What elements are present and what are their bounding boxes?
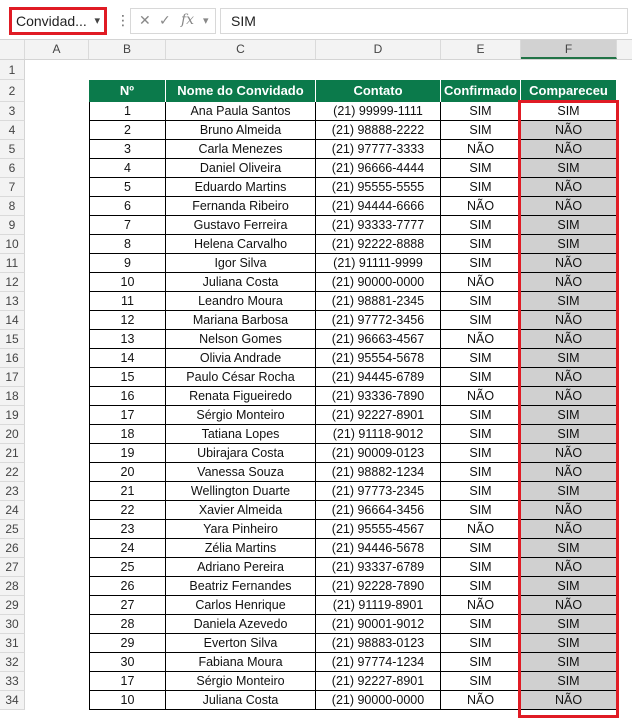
table-cell[interactable]: (21) 95555-5555 bbox=[316, 178, 441, 197]
table-cell[interactable]: Ubirajara Costa bbox=[166, 444, 316, 463]
column-header-f[interactable]: F bbox=[521, 40, 617, 59]
column-header-b[interactable]: B bbox=[89, 40, 166, 59]
table-cell[interactable]: Helena Carvalho bbox=[166, 235, 316, 254]
table-cell[interactable]: SIM bbox=[441, 254, 521, 273]
table-cell[interactable]: SIM bbox=[521, 672, 617, 691]
table-cell[interactable]: 18 bbox=[89, 425, 166, 444]
table-cell[interactable]: 10 bbox=[89, 273, 166, 292]
column-headers bbox=[0, 40, 632, 60]
row-header-23[interactable]: 23 bbox=[0, 482, 25, 501]
table-cell[interactable]: 19 bbox=[89, 444, 166, 463]
table-cell[interactable]: NÃO bbox=[441, 691, 521, 710]
formula-input[interactable]: SIM bbox=[220, 8, 628, 34]
formula-buttons bbox=[130, 8, 216, 34]
table-cell[interactable]: 8 bbox=[89, 235, 166, 254]
row-header-34[interactable]: 34 bbox=[0, 691, 25, 710]
table-cell[interactable]: Nelson Gomes bbox=[166, 330, 316, 349]
name-box-value: Convidad... bbox=[16, 13, 87, 29]
cancel-icon[interactable]: ✕ bbox=[139, 12, 151, 28]
table-header-cell[interactable]: Compareceu bbox=[521, 80, 617, 102]
table-cell[interactable]: (21) 91119-8901 bbox=[316, 596, 441, 615]
table-header-cell[interactable]: Contato bbox=[316, 80, 441, 102]
table-cell[interactable]: SIM bbox=[441, 216, 521, 235]
table-cell[interactable]: (21) 96663-4567 bbox=[316, 330, 441, 349]
table-cell[interactable]: Carlos Henrique bbox=[166, 596, 316, 615]
row-header-9[interactable]: 9 bbox=[0, 216, 25, 235]
table-cell[interactable]: NÃO bbox=[521, 691, 617, 710]
table-cell[interactable]: NÃO bbox=[521, 444, 617, 463]
table-cell[interactable]: 11 bbox=[89, 292, 166, 311]
row-header-31[interactable]: 31 bbox=[0, 634, 25, 653]
row-header-33[interactable]: 33 bbox=[0, 672, 25, 691]
chevron-down-icon[interactable]: ▾ bbox=[203, 15, 209, 27]
row-header-25[interactable]: 25 bbox=[0, 520, 25, 539]
table-cell[interactable]: NÃO bbox=[521, 387, 617, 406]
table-cell[interactable]: NÃO bbox=[521, 520, 617, 539]
table-cell[interactable]: NÃO bbox=[441, 273, 521, 292]
table-cell[interactable]: 17 bbox=[89, 672, 166, 691]
table-cell[interactable]: SIM bbox=[441, 482, 521, 501]
table-cell[interactable]: SIM bbox=[441, 615, 521, 634]
table-cell[interactable]: NÃO bbox=[441, 197, 521, 216]
table-cell[interactable]: 27 bbox=[89, 596, 166, 615]
table-cell[interactable]: NÃO bbox=[521, 501, 617, 520]
table-cell[interactable]: Sérgio Monteiro bbox=[166, 672, 316, 691]
table-cell[interactable]: 25 bbox=[89, 558, 166, 577]
row-header-13[interactable]: 13 bbox=[0, 292, 25, 311]
column-header-d[interactable]: D bbox=[316, 40, 441, 59]
table-header-cell[interactable]: Nome do Convidado bbox=[166, 80, 316, 102]
row-header-26[interactable]: 26 bbox=[0, 539, 25, 558]
table-cell[interactable]: SIM bbox=[441, 539, 521, 558]
table-cell[interactable]: Daniela Azevedo bbox=[166, 615, 316, 634]
table-cell[interactable]: SIM bbox=[441, 368, 521, 387]
table-header-cell[interactable]: Nº bbox=[89, 80, 166, 102]
table-cell[interactable]: Leandro Moura bbox=[166, 292, 316, 311]
table-cell[interactable]: SIM bbox=[441, 463, 521, 482]
table-cell[interactable]: SIM bbox=[521, 482, 617, 501]
table-cell[interactable]: 29 bbox=[89, 634, 166, 653]
table-cell[interactable]: (21) 94444-6666 bbox=[316, 197, 441, 216]
row-header-22[interactable]: 22 bbox=[0, 463, 25, 482]
table-cell[interactable]: NÃO bbox=[521, 311, 617, 330]
table-cell[interactable]: Vanessa Souza bbox=[166, 463, 316, 482]
row-header-19[interactable]: 19 bbox=[0, 406, 25, 425]
table-cell[interactable]: SIM bbox=[521, 425, 617, 444]
table-cell[interactable]: SIM bbox=[441, 235, 521, 254]
row-header-14[interactable]: 14 bbox=[0, 311, 25, 330]
table-cell[interactable]: Beatriz Fernandes bbox=[166, 577, 316, 596]
table-cell[interactable]: 3 bbox=[89, 140, 166, 159]
table-cell[interactable]: 14 bbox=[89, 349, 166, 368]
table-cell[interactable]: SIM bbox=[441, 178, 521, 197]
column-header-a[interactable]: A bbox=[25, 40, 89, 59]
table-cell[interactable]: SIM bbox=[521, 349, 617, 368]
table-cell[interactable]: NÃO bbox=[521, 463, 617, 482]
column-header-c[interactable]: C bbox=[166, 40, 316, 59]
table-cell[interactable]: (21) 92227-8901 bbox=[316, 672, 441, 691]
table-cell[interactable]: Adriano Pereira bbox=[166, 558, 316, 577]
table-cell[interactable]: SIM bbox=[441, 653, 521, 672]
insert-function-icon[interactable]: fx bbox=[181, 12, 195, 28]
row-header-27[interactable]: 27 bbox=[0, 558, 25, 577]
table-cell[interactable]: Fernanda Ribeiro bbox=[166, 197, 316, 216]
table-cell[interactable]: 1 bbox=[89, 102, 166, 121]
row-header-18[interactable]: 18 bbox=[0, 387, 25, 406]
table-cell[interactable]: 22 bbox=[89, 501, 166, 520]
table-cell[interactable]: SIM bbox=[521, 634, 617, 653]
table-cell[interactable]: NÃO bbox=[441, 387, 521, 406]
table-cell[interactable]: Olivia Andrade bbox=[166, 349, 316, 368]
table-cell[interactable]: (21) 92227-8901 bbox=[316, 406, 441, 425]
row-header-24[interactable]: 24 bbox=[0, 501, 25, 520]
table-cell[interactable]: Tatiana Lopes bbox=[166, 425, 316, 444]
table-cell[interactable]: Igor Silva bbox=[166, 254, 316, 273]
table-cell[interactable]: Zélia Martins bbox=[166, 539, 316, 558]
select-all-corner[interactable] bbox=[0, 40, 25, 59]
table-cell[interactable]: Eduardo Martins bbox=[166, 178, 316, 197]
table-cell[interactable]: 21 bbox=[89, 482, 166, 501]
table-cell[interactable]: 17 bbox=[89, 406, 166, 425]
table-cell[interactable]: NÃO bbox=[521, 596, 617, 615]
table-cell[interactable]: (21) 97777-3333 bbox=[316, 140, 441, 159]
table-cell[interactable]: Bruno Almeida bbox=[166, 121, 316, 140]
table-cell[interactable]: Carla Menezes bbox=[166, 140, 316, 159]
table-cell[interactable]: SIM bbox=[441, 311, 521, 330]
row-header-4[interactable]: 4 bbox=[0, 121, 25, 140]
table-cell[interactable]: SIM bbox=[441, 292, 521, 311]
table-cell[interactable]: NÃO bbox=[441, 140, 521, 159]
table-cell[interactable]: (21) 99999-1111 bbox=[316, 102, 441, 121]
table-cell[interactable]: (21) 97772-3456 bbox=[316, 311, 441, 330]
table-cell[interactable]: Everton Silva bbox=[166, 634, 316, 653]
table-cell[interactable]: SIM bbox=[441, 634, 521, 653]
table-cell[interactable]: (21) 97774-1234 bbox=[316, 653, 441, 672]
table-cell[interactable]: (21) 93337-6789 bbox=[316, 558, 441, 577]
row-header-28[interactable]: 28 bbox=[0, 577, 25, 596]
table-cell[interactable]: Ana Paula Santos bbox=[166, 102, 316, 121]
table-cell[interactable]: Mariana Barbosa bbox=[166, 311, 316, 330]
table-cell[interactable]: SIM bbox=[441, 444, 521, 463]
table-cell[interactable]: Wellington Duarte bbox=[166, 482, 316, 501]
table-cell[interactable]: (21) 93333-7777 bbox=[316, 216, 441, 235]
row-header-10[interactable]: 10 bbox=[0, 235, 25, 254]
table-cell[interactable]: SIM bbox=[521, 102, 617, 121]
table-cell[interactable]: SIM bbox=[441, 349, 521, 368]
table-cell[interactable]: SIM bbox=[441, 672, 521, 691]
table-cell[interactable]: (21) 93336-7890 bbox=[316, 387, 441, 406]
table-cell[interactable]: 24 bbox=[89, 539, 166, 558]
chevron-down-icon[interactable]: ▾ bbox=[94, 15, 100, 27]
table-cell[interactable]: 7 bbox=[89, 216, 166, 235]
table-cell[interactable]: Juliana Costa bbox=[166, 273, 316, 292]
table-cell[interactable]: SIM bbox=[441, 558, 521, 577]
table-cell[interactable]: Daniel Oliveira bbox=[166, 159, 316, 178]
table-cell[interactable]: (21) 97773-2345 bbox=[316, 482, 441, 501]
table-cell[interactable]: (21) 95554-5678 bbox=[316, 349, 441, 368]
table-cell[interactable]: (21) 96664-3456 bbox=[316, 501, 441, 520]
table-cell[interactable]: (21) 92222-8888 bbox=[316, 235, 441, 254]
table-cell[interactable]: (21) 90001-9012 bbox=[316, 615, 441, 634]
table-cell[interactable]: SIM bbox=[521, 159, 617, 178]
row-header-20[interactable]: 20 bbox=[0, 425, 25, 444]
table-cell[interactable]: NÃO bbox=[441, 596, 521, 615]
table-cell[interactable]: 23 bbox=[89, 520, 166, 539]
table-cell[interactable]: NÃO bbox=[521, 178, 617, 197]
table-cell[interactable]: NÃO bbox=[521, 254, 617, 273]
table-cell[interactable]: 26 bbox=[89, 577, 166, 596]
table-cell[interactable]: (21) 98881-2345 bbox=[316, 292, 441, 311]
table-cell[interactable]: (21) 96666-4444 bbox=[316, 159, 441, 178]
row-header-29[interactable]: 29 bbox=[0, 596, 25, 615]
table-cell[interactable]: SIM bbox=[441, 406, 521, 425]
row-header-16[interactable]: 16 bbox=[0, 349, 25, 368]
table-cell[interactable]: Gustavo Ferreira bbox=[166, 216, 316, 235]
table-cell[interactable]: NÃO bbox=[441, 330, 521, 349]
table-cell[interactable]: (21) 91118-9012 bbox=[316, 425, 441, 444]
row-header-1[interactable]: 1 bbox=[0, 60, 25, 80]
table-cell[interactable]: Xavier Almeida bbox=[166, 501, 316, 520]
table-cell[interactable]: 15 bbox=[89, 368, 166, 387]
column-header-e[interactable]: E bbox=[441, 40, 521, 59]
table-cell[interactable]: NÃO bbox=[521, 558, 617, 577]
row-header-7[interactable]: 7 bbox=[0, 178, 25, 197]
row-header-5[interactable]: 5 bbox=[0, 140, 25, 159]
name-box[interactable] bbox=[9, 7, 107, 35]
table-cell[interactable]: NÃO bbox=[521, 330, 617, 349]
table-cell[interactable]: SIM bbox=[521, 235, 617, 254]
table-cell[interactable]: NÃO bbox=[441, 520, 521, 539]
table-cell[interactable]: NÃO bbox=[521, 273, 617, 292]
row-header-30[interactable]: 30 bbox=[0, 615, 25, 634]
row-header-8[interactable]: 8 bbox=[0, 197, 25, 216]
table-cell[interactable]: (21) 98882-1234 bbox=[316, 463, 441, 482]
table-cell[interactable]: SIM bbox=[521, 539, 617, 558]
row-header-6[interactable]: 6 bbox=[0, 159, 25, 178]
table-cell[interactable]: 12 bbox=[89, 311, 166, 330]
table-cell[interactable]: SIM bbox=[521, 216, 617, 235]
row-header-17[interactable]: 17 bbox=[0, 368, 25, 387]
row-header-15[interactable]: 15 bbox=[0, 330, 25, 349]
table-cell[interactable]: SIM bbox=[441, 102, 521, 121]
row-header-3[interactable]: 3 bbox=[0, 102, 25, 121]
row-header-21[interactable]: 21 bbox=[0, 444, 25, 463]
table-cell[interactable]: 2 bbox=[89, 121, 166, 140]
table-header-cell[interactable]: Confirmado bbox=[441, 80, 521, 102]
formula-bar bbox=[0, 0, 632, 40]
table-cell[interactable]: 16 bbox=[89, 387, 166, 406]
table-cell[interactable]: 13 bbox=[89, 330, 166, 349]
table-cell[interactable]: SIM bbox=[441, 159, 521, 178]
table-cell[interactable]: SIM bbox=[441, 577, 521, 596]
table-cell[interactable]: 6 bbox=[89, 197, 166, 216]
table-cell[interactable]: (21) 91111-9999 bbox=[316, 254, 441, 273]
table-cell[interactable]: NÃO bbox=[521, 197, 617, 216]
table-cell[interactable]: SIM bbox=[521, 406, 617, 425]
table-cell[interactable]: (21) 90009-0123 bbox=[316, 444, 441, 463]
table-cell[interactable]: 28 bbox=[89, 615, 166, 634]
table-cell[interactable]: SIM bbox=[441, 121, 521, 140]
table-cell[interactable]: NÃO bbox=[521, 140, 617, 159]
table-cell[interactable]: Sérgio Monteiro bbox=[166, 406, 316, 425]
table-cell[interactable]: SIM bbox=[521, 615, 617, 634]
table-cell[interactable]: 9 bbox=[89, 254, 166, 273]
table-cell[interactable]: (21) 98888-2222 bbox=[316, 121, 441, 140]
table-cell[interactable]: 20 bbox=[89, 463, 166, 482]
table-cell[interactable]: SIM bbox=[441, 501, 521, 520]
table-cell[interactable]: (21) 94445-6789 bbox=[316, 368, 441, 387]
table-cell[interactable]: 30 bbox=[89, 653, 166, 672]
row-header-12[interactable]: 12 bbox=[0, 273, 25, 292]
row-header-11[interactable]: 11 bbox=[0, 254, 25, 273]
row-header-2[interactable]: 2 bbox=[0, 80, 25, 102]
table-cell[interactable]: NÃO bbox=[521, 121, 617, 140]
table-cell[interactable]: Fabiana Moura bbox=[166, 653, 316, 672]
table-cell[interactable]: SIM bbox=[521, 577, 617, 596]
table-cell[interactable]: SIM bbox=[441, 425, 521, 444]
table-cell[interactable]: (21) 92228-7890 bbox=[316, 577, 441, 596]
table-cell[interactable]: 10 bbox=[89, 691, 166, 710]
table-cell[interactable]: SIM bbox=[521, 292, 617, 311]
table-cell[interactable]: Paulo César Rocha bbox=[166, 368, 316, 387]
table-cell[interactable]: (21) 95555-4567 bbox=[316, 520, 441, 539]
row-header-32[interactable]: 32 bbox=[0, 653, 25, 672]
table-cell[interactable]: (21) 90000-0000 bbox=[316, 273, 441, 292]
table-cell[interactable]: (21) 98883-0123 bbox=[316, 634, 441, 653]
table-cell[interactable]: Yara Pinheiro bbox=[166, 520, 316, 539]
more-options-icon[interactable]: ⋮ bbox=[116, 12, 130, 28]
table-cell[interactable]: 5 bbox=[89, 178, 166, 197]
table-cell[interactable]: 4 bbox=[89, 159, 166, 178]
table-cell[interactable]: SIM bbox=[521, 653, 617, 672]
table-cell[interactable]: (21) 90000-0000 bbox=[316, 691, 441, 710]
table-cell[interactable]: (21) 94446-5678 bbox=[316, 539, 441, 558]
table-cell[interactable]: Renata Figueiredo bbox=[166, 387, 316, 406]
enter-icon[interactable]: ✓ bbox=[159, 12, 171, 28]
table-cell[interactable]: Juliana Costa bbox=[166, 691, 316, 710]
table-cell[interactable]: NÃO bbox=[521, 368, 617, 387]
